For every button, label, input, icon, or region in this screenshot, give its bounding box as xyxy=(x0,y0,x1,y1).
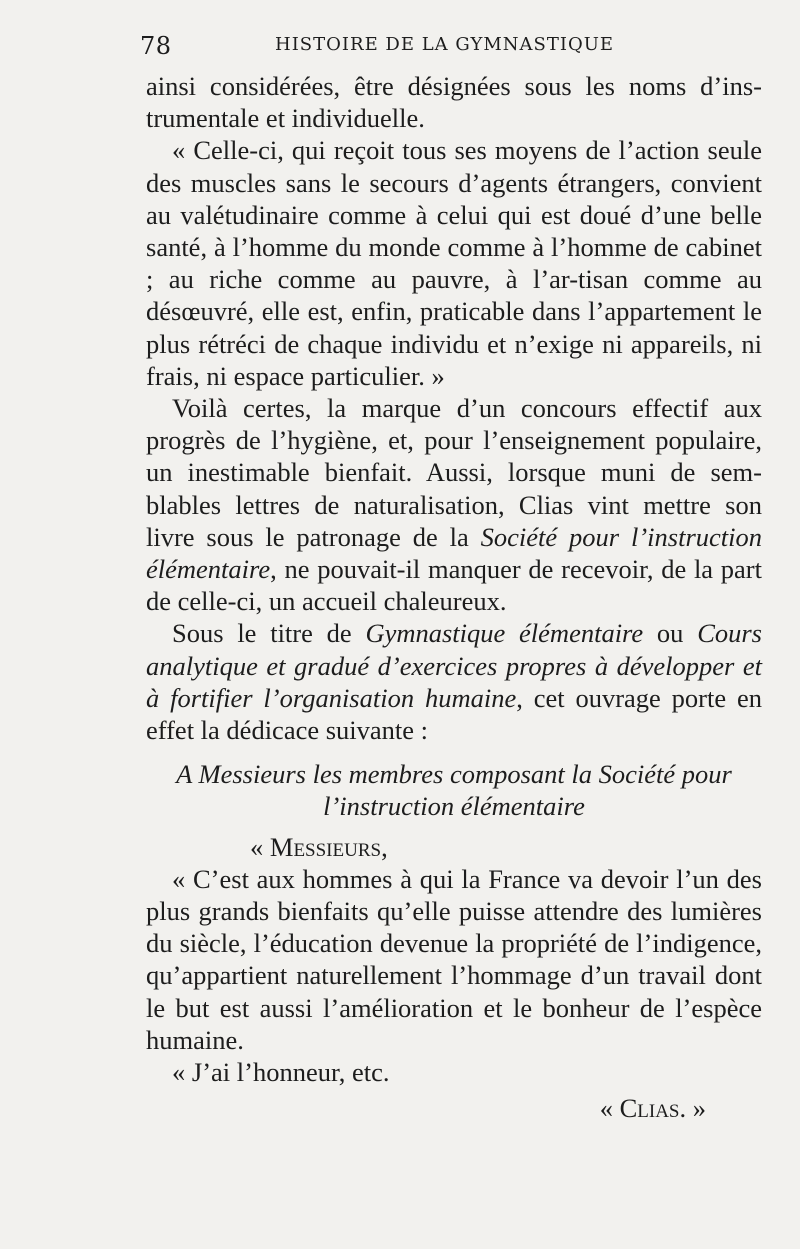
running-title: HISTOIRE DE LA GYMNASTIQUE xyxy=(275,34,615,55)
salutation xyxy=(146,831,762,863)
society-name: Société pour l’instruction élémentaire xyxy=(146,521,762,585)
dedication-line-1: A Messieurs les membres composant la Société pour xyxy=(176,759,732,790)
page-number: 78 xyxy=(140,32,172,60)
dedication xyxy=(146,758,762,822)
body-text xyxy=(146,70,762,1125)
signature xyxy=(146,1092,762,1124)
signature-name: Clias. xyxy=(619,1093,687,1124)
book-title-2: Cours analytique et gradué d’exercices propres à développer et à fortifier l’organisation humaine xyxy=(146,618,762,713)
salutation-quote: « xyxy=(250,831,270,862)
paragraph-voila xyxy=(146,392,762,617)
paragraph-title-end: , cet ouvrage porte en effet la dédicace suivante : xyxy=(146,682,762,746)
paragraph-voila-end: , ne pouvait-il manquer de recevoir, de la part de celle-ci, un accueil chaleureux. xyxy=(146,554,762,617)
paragraph-title xyxy=(146,617,762,746)
dedication-line-2: l’instruction élémentaire xyxy=(323,791,585,822)
salutation-text: Messieurs, xyxy=(269,831,388,862)
signature-close: » xyxy=(686,1093,706,1124)
paragraph-continuation: ainsi considérées, être désignées sous les noms d’ins-trumentale et individuelle. xyxy=(146,71,762,134)
running-head xyxy=(140,32,760,62)
paragraph-title-mid: ou xyxy=(643,618,698,649)
paragraph-title-start: Sous le titre de xyxy=(172,618,366,649)
paragraph-voila-start: Voilà certes, la marque d’un concours effectif aux progrès de l’hygiène, et, pour l’enseignement populaire, un inestimable bienfait. Aussi, lorsque muni de sem-blables lettres de naturalisation, Clias vint mettre son livre sous le patronage de la xyxy=(146,393,762,552)
book-title-1: Gymnastique élémentaire xyxy=(365,618,644,649)
signature-open: « xyxy=(599,1093,620,1124)
paragraph-quote: « Celle-ci, qui reçoit tous ses moyens de l’action seule des muscles sans le secours d’agents étrangers, convient au valétudinaire comme à celui qui est doué d’une belle santé, à l’homme du monde comme à l’homme de cabinet ; au riche comme au pauvre, à l’ar-tisan comme au désœuvré, elle est, enfin, praticable dans l’appartement le plus rétréci de chaque individu et n’exige ni appareils, ni frais, ni espace particulier. » xyxy=(146,135,762,391)
paragraph-closing: « J’ai l’honneur, etc. xyxy=(172,1057,390,1088)
paragraph-letter: « C’est aux hommes à qui la France va devoir l’un des plus grands bienfaits qu’elle puisse attendre des lumières du siècle, l’éducation devenue la propriété de l’indigence, qu’appartient naturellement l’hommage d’un travail dont le but est aussi l’amélioration et le bonheur de l’espèce humaine. xyxy=(146,863,762,1055)
